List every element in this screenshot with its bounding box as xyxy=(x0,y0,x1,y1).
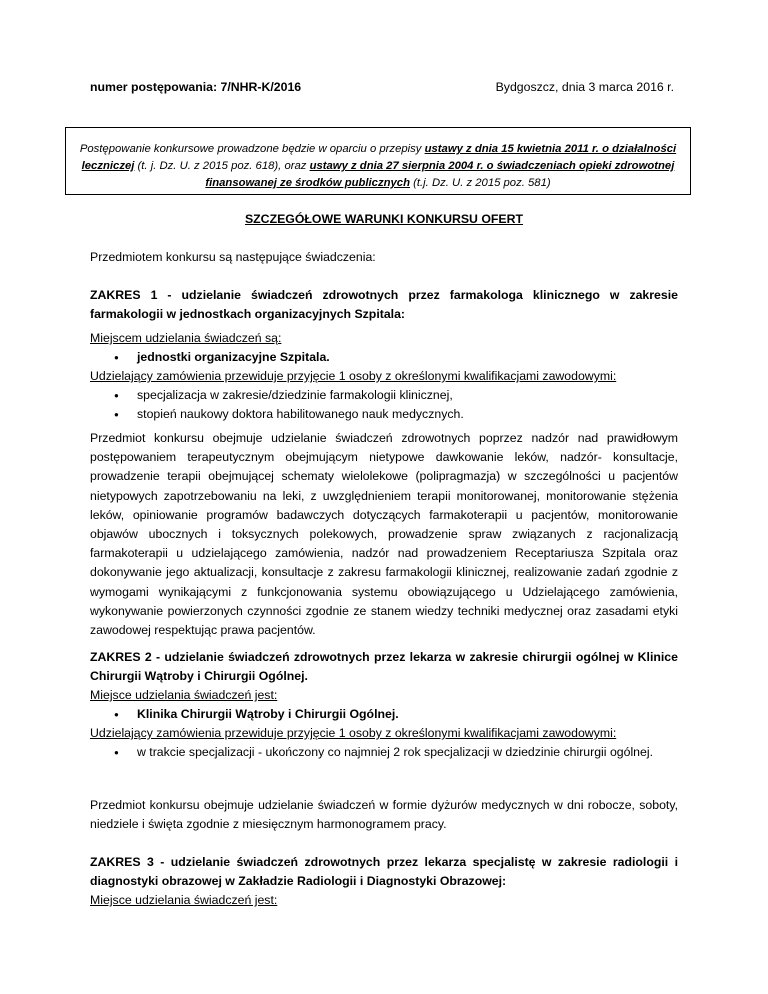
case-number: numer postępowania: 7/NHR-K/2016 xyxy=(90,80,302,94)
zakres2-qual-label: Udzielający zamówienia przewiduje przyjęcie 1 osoby z określonymi kwalifikacjami zawodowymi: xyxy=(90,726,617,740)
zakres3-heading: ZAKRES 3 - udzielanie świadczeń zdrowotnych przez lekarza specjalistę w zakresie radiologii i diagnostyki obrazowej w Zakładzie Radiologii i Diagnostyki Obrazowej: xyxy=(90,855,678,888)
zakres1-heading: ZAKRES 1 - udzielanie świadczeń zdrowotnych przez farmakologa klinicznego w zakresie farmakologii w jednostkach organizacyjnych Szpitala: xyxy=(90,288,678,321)
zakres1-details xyxy=(90,329,678,424)
legal-text-2: (t. j. Dz. U. z 2015 poz. 618), oraz xyxy=(134,160,310,172)
zakres2-qual-item: ● w trakcie specjalizacji - ukończony co najmniej 2 rok specjalizacji w dziedzinie chirurgii ogólnej. xyxy=(90,743,678,762)
header-row xyxy=(90,78,678,97)
place-date: Bydgoszcz, dnia 3 marca 2016 r. xyxy=(495,80,674,94)
intro-text: Przedmiotem konkursu są następujące świadczenia: xyxy=(90,250,376,264)
zakres1-qual-item: ● specjalizacja w zakresie/dziedzinie farmakologii klinicznej, xyxy=(90,386,678,405)
zakres2-place-label: Miejsce udzielania świadczeń jest: xyxy=(90,688,278,702)
zakres3-place-label: Miejsce udzielania świadczeń jest: xyxy=(90,893,278,907)
legal-text-1: Postępowanie konkursowe prowadzone będzie w oparciu o przepisy xyxy=(79,143,425,155)
zakres2-description: Przedmiot konkursu obejmuje udzielanie świadczeń w formie dyżurów medycznych w dni robocze, soboty, niedziele i święta zgodnie z miesięcznym harmonogramem pracy. xyxy=(90,798,678,831)
zakres1-place-label: Miejscem udzielania świadczeń są: xyxy=(90,331,282,345)
zakres1-qual-item: ● stopień naukowy doktora habilitowanego nauk medycznych. xyxy=(90,405,678,424)
zakres2-details xyxy=(90,686,678,762)
document-title: SZCZEGÓŁOWE WARUNKI KONKURSU OFERT xyxy=(244,212,524,226)
zakres1-qual-label: Udzielający zamówienia przewiduje przyjęcie 1 osoby z określonymi kwalifikacjami zawodowymi: xyxy=(90,369,617,383)
zakres2-heading: ZAKRES 2 - udzielanie świadczeń zdrowotnych przez lekarza w zakresie chirurgii ogólnej w Klinice Chirurgii Wątroby i Chirurgii Ogólnej. xyxy=(90,650,678,683)
legal-act-1: ustawy z dnia 15 kwietnia 2011 r. o działalności leczniczej xyxy=(81,143,677,172)
zakres1-description: Przedmiot konkursu obejmuje udzielanie świadczeń zdrowotnych poprzez nadzór nad prawidłowym postępowaniem terapeutycznym obejmującym nietypowe dawkowanie leków, nadzór- konsultacje, prowadzenie terapii obejmującej schematy wielolekowe (polipragmazja) w szczególności u pacjentów nietypowych zapotrzebowaniu na leki, z uwzględnieniem terapii monitorowanej, monitorowanie stężenia leków, opiniowanie programów badawczych dotyczących farmakoterapii u pacjentów, monitorowanie objawów ubocznych i toksycznych polekowych, prowadzenie spraw związanych z racjonalizacją farmakoterapii u udzielającego zamówienia, nadzór nad prowadzeniem Receptariusza Szpitala oraz dokonywanie jego aktualizacji, konsultacje z zakresu farmakologii klinicznej, realizowanie zadań zgodnie z wymogami wynikającymi z funkcjonowania systemu obowiązującego u Udzielającego zamówienia, wykonywanie powierzonych czynności zgodnie ze stanem wiedzy techniki medycznej oraz zasadami etyki zawodowej respektując prawa pacjentów. xyxy=(90,431,678,638)
zakres2-place-item: ● Klinika Chirurgii Wątroby i Chirurgii Ogólnej. xyxy=(90,705,678,724)
zakres1-place-item: ● jednostki organizacyjne Szpitala. xyxy=(90,348,678,367)
legal-basis-box xyxy=(65,127,691,195)
legal-text-3: (t.j. Dz. U. z 2015 poz. 581) xyxy=(409,177,551,189)
legal-act-2: ustawy z dnia 27 sierpnia 2004 r. o świadczeniach opieki zdrowotnej finansowanej ze środków publicznych xyxy=(205,160,675,189)
